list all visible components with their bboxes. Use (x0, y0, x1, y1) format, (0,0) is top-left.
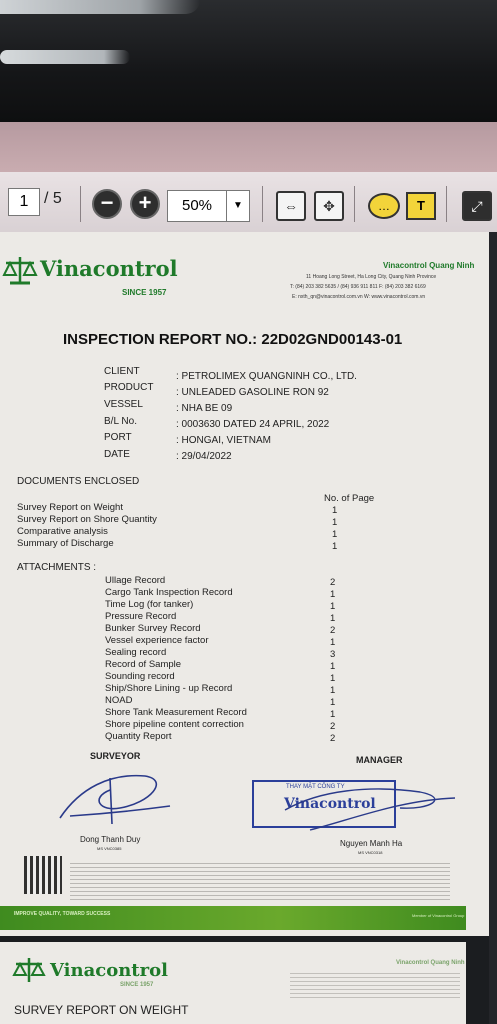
page-total: / 5 (44, 190, 62, 207)
fit-page-button[interactable] (314, 191, 344, 221)
fit-page-icon: ✥ (323, 198, 335, 214)
logo-since: SINCE 1957 (122, 288, 167, 297)
speech-bubble-icon: … (378, 199, 390, 213)
report-title: INSPECTION REPORT NO.: 22D02GND00143-01 (63, 331, 403, 348)
page-count: 2 (330, 721, 336, 732)
page-count: 1 (330, 637, 336, 648)
fullscreen-button[interactable] (462, 191, 492, 221)
field-label: CLIENT (104, 366, 140, 377)
surveyor-label: SURVEYOR (90, 751, 141, 761)
company-name: Vinacontrol Quang Ninh (383, 261, 475, 270)
text-pen-icon: T (417, 198, 425, 213)
company-address: 11 Hoang Long Street, Ha Long City, Quang Ninh Province (306, 274, 437, 280)
viewer-scroll-edge[interactable] (489, 232, 497, 1024)
logo-since: SINCE 1957 (120, 982, 154, 988)
field-label: PORT (104, 432, 132, 443)
company-name: Vinacontrol Quang Ninh (396, 960, 465, 966)
page-count: 1 (330, 601, 336, 612)
attachments-heading: ATTACHMENTS : (17, 562, 97, 573)
vinacontrol-logo-icon (2, 255, 38, 285)
page-count: 3 (330, 649, 336, 660)
letterhead-fine-print (290, 970, 460, 998)
qr-code-icon (24, 856, 62, 894)
page-count: 1 (330, 661, 336, 672)
field-value: : 29/04/2022 (176, 451, 232, 462)
page-footer (0, 906, 466, 930)
list-item: Cargo Tank Inspection Record (105, 587, 233, 598)
page-count: 1 (330, 613, 336, 624)
list-item: Time Log (for tanker) (105, 599, 194, 610)
manager-name: Nguyen Manh Ha (340, 839, 403, 848)
fit-width-icon: ⇔ (284, 198, 298, 214)
toolbar-divider (80, 186, 81, 222)
page-count: 2 (330, 625, 336, 636)
surveyor-code: MS VNC0385 (97, 846, 122, 851)
list-item: Sounding record (105, 671, 175, 682)
list-item: NOAD (105, 695, 133, 706)
text-annotate-button[interactable] (406, 192, 436, 220)
manager-label: MANAGER (356, 755, 403, 765)
logo-wordmark: Vinacontrol (40, 256, 178, 281)
fine-print-block (70, 860, 450, 900)
page-count: 1 (332, 505, 338, 516)
surveyor-name: Dong Thanh Duy (80, 835, 141, 844)
list-item: Quantity Report (105, 731, 172, 742)
field-value: : HONGAI, VIETNAM (176, 435, 272, 446)
list-item: Ullage Record (105, 575, 166, 586)
list-item: Shore Tank Measurement Record (105, 707, 247, 718)
fit-width-button[interactable] (276, 191, 306, 221)
list-item: Bunker Survey Record (105, 623, 201, 634)
list-item: Vessel experience factor (105, 635, 209, 646)
list-item: Pressure Record (105, 611, 177, 622)
zoom-dropdown-button[interactable] (226, 190, 250, 222)
minus-circle-icon: − (100, 190, 114, 215)
documents-heading: DOCUMENTS ENCLOSED (17, 476, 140, 487)
page-count: 1 (332, 541, 338, 552)
list-item: Ship/Shore Lining - up Record (105, 683, 233, 694)
page-count: 2 (330, 733, 336, 744)
list-item: Survey Report on Weight (17, 502, 123, 513)
list-item: Comparative analysis (17, 526, 108, 537)
chevron-down-icon: ▼ (233, 200, 243, 211)
toolbar-divider (262, 186, 263, 222)
list-item: Survey Report on Shore Quantity (17, 514, 157, 525)
footer-group: Member of Vinacontrol Group (412, 913, 465, 918)
list-item: Sealing record (105, 647, 167, 658)
page-count: 1 (330, 589, 336, 600)
pages-heading: No. of Page (324, 493, 375, 504)
comment-button[interactable] (368, 193, 400, 219)
list-item: Summary of Discharge (17, 538, 114, 549)
surveyor-signature (50, 768, 180, 830)
page-count: 1 (330, 685, 336, 696)
field-label: VESSEL (104, 399, 143, 410)
expand-icon: ⤢ (471, 198, 483, 214)
field-value: : NHA BE 09 (176, 403, 233, 414)
page-number-input[interactable]: 1 (8, 188, 40, 216)
viewer-header-bar (0, 122, 497, 172)
page-count: 1 (330, 709, 336, 720)
field-value: : PETROLIMEX QUANGNINH CO., LTD. (176, 371, 357, 382)
company-phone: T: (84) 203 382 5635 / (84) 936 911 811 F: (84) 203 382 6169 (290, 284, 426, 290)
list-item: Shore pipeline content correction (105, 719, 244, 730)
company-email: E: nxth_qn@vinacontrol.com.vn W: www.vinacontrol.com.vn (292, 294, 426, 300)
field-label: DATE (104, 449, 130, 460)
plus-circle-icon: + (138, 190, 152, 215)
next-page-title: SURVEY REPORT ON WEIGHT (14, 1003, 189, 1017)
logo-wordmark: Vinacontrol (50, 960, 168, 981)
field-label: PRODUCT (104, 382, 154, 393)
manager-signature (280, 770, 460, 840)
zoom-in-button[interactable] (130, 189, 160, 219)
stamp-text: Vinacontrol (284, 796, 376, 812)
vinacontrol-logo-icon (12, 956, 46, 984)
list-item: Record of Sample (105, 659, 182, 670)
page-count: 1 (332, 517, 338, 528)
field-label: B/L No. (104, 416, 137, 427)
stamp-header: THAY MẶT CÔNG TY (286, 784, 345, 790)
field-value: : UNLEADED GASOLINE RON 92 (176, 387, 329, 398)
zoom-level-field[interactable]: 50% (167, 190, 227, 222)
zoom-out-button[interactable] (92, 189, 122, 219)
toolbar-divider (354, 186, 355, 222)
page-count: 1 (330, 697, 336, 708)
toolbar-divider (446, 186, 447, 222)
page-count: 1 (332, 529, 338, 540)
footer-slogan: IMPROVE QUALITY, TOWARD SUCCESS (14, 911, 111, 917)
screen-glare (0, 50, 130, 64)
page-count: 2 (330, 577, 336, 588)
manager-code: MS VNC0318 (358, 850, 383, 855)
screen-glare (0, 0, 200, 14)
page-count: 1 (330, 673, 336, 684)
field-value: : 0003630 DATED 24 APRIL, 2022 (176, 419, 330, 430)
